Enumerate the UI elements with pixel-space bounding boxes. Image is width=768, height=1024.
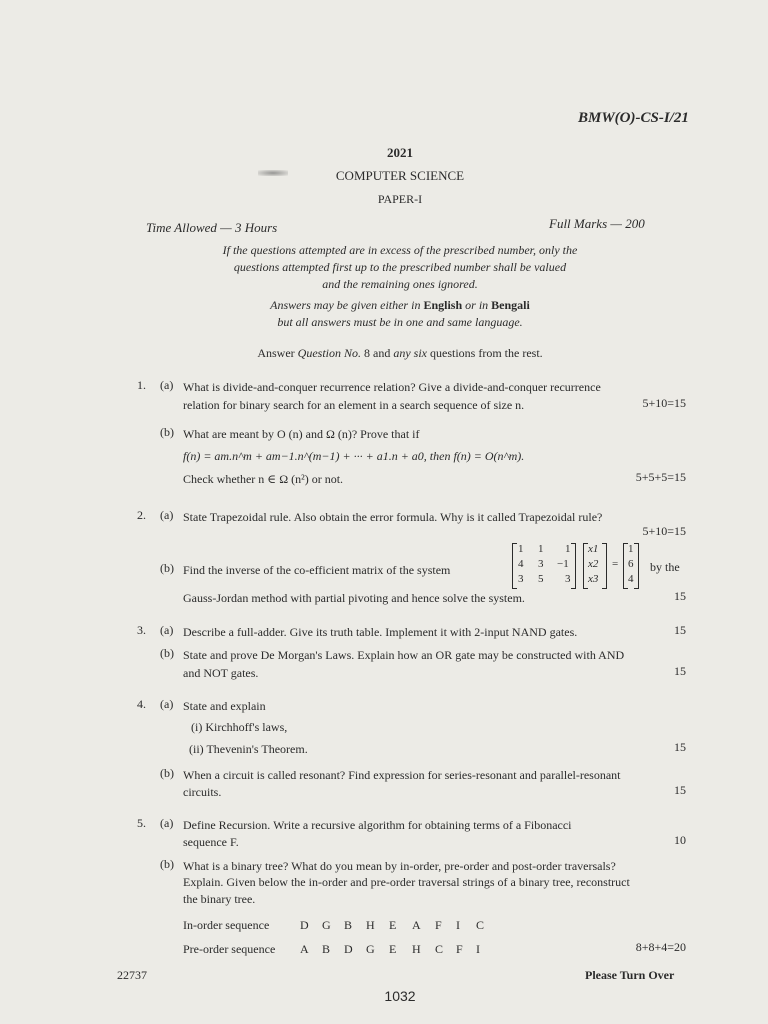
question-text: sequence F. [183, 835, 239, 849]
question-text: What are meant by O (n) and Ω (n)? Prove that if [183, 427, 420, 441]
subject-title: COMPUTER SCIENCE [335, 168, 465, 183]
full-marks: Full Marks — 200 [549, 216, 645, 231]
instruction-line: questions attempted first up to the prescribed number shall be valued [233, 260, 567, 274]
matrix-cell: 1 [538, 543, 544, 555]
question-text: Describe a full-adder. Give its truth table. Implement it with 2-input NAND gates. [183, 625, 578, 639]
inorder-node: D [300, 918, 309, 932]
marks: 5+5+5=15 [635, 470, 686, 484]
exam-year: 2021 [387, 145, 413, 160]
preorder-node: A [300, 942, 309, 956]
question-text: What is a binary tree? What do you mean by in-order, pre-order and post-order traversals? [183, 859, 616, 873]
time-allowed: Time Allowed — 3 Hours [146, 220, 278, 235]
preorder-node: G [366, 942, 375, 956]
preorder-node: D [344, 942, 353, 956]
inorder-node: A [412, 918, 421, 932]
matrix-cell: −1 [557, 558, 569, 570]
part-label: (a) [160, 508, 174, 522]
vector-bracket-right [602, 543, 607, 589]
question-text: by the [650, 560, 680, 574]
inorder-node: E [389, 918, 397, 932]
marks: 5+10=15 [642, 396, 686, 410]
question-text: relation for binary search for an element in a search sequence of size n. [183, 398, 525, 412]
question-text: Gauss-Jordan method with partial pivoting and hence solve the system. [183, 591, 525, 605]
matrix-cell: 1 [565, 543, 571, 555]
matrix-bracket-left [512, 543, 517, 589]
preorder-label: Pre-order sequence [183, 942, 276, 956]
answer-text: any six [393, 346, 427, 360]
matrix-cell: 5 [538, 573, 544, 585]
instruction-line: If the questions attempted are in excess of the prescribed number, only the [222, 243, 578, 257]
answer-instruction [0, 346, 768, 361]
matrix-cell: 3 [565, 573, 571, 585]
lang-text: Answers may be given either in [270, 298, 424, 312]
rhs-cell: 1 [628, 543, 634, 555]
question-text: When a circuit is called resonant? Find expression for series-resonant and parallel-resonant [183, 768, 621, 782]
inorder-node: G [322, 918, 331, 932]
part-label: (b) [160, 425, 174, 439]
language-instruction [0, 297, 768, 313]
question-text: circuits. [183, 785, 222, 799]
part-label: (b) [160, 766, 174, 780]
question-number: 3. [137, 623, 146, 637]
marks: 15 [674, 740, 686, 754]
inorder-label: In-order sequence [183, 918, 270, 932]
matrix-cell: 4 [518, 558, 524, 570]
rhs-bracket-right [634, 543, 639, 589]
inorder-node: B [344, 918, 353, 932]
part-label: (a) [160, 816, 174, 830]
answer-text: 8 and [361, 346, 394, 360]
paper-code: BMW(O)-CS-I/21 [578, 110, 689, 126]
instruction-line: and the remaining ones ignored. [322, 277, 478, 291]
question-number: 1. [137, 378, 146, 392]
rhs-cell: 6 [628, 558, 634, 570]
marks: 15 [674, 589, 686, 603]
preorder-node: B [322, 942, 331, 956]
question-text: State and prove De Morgan's Laws. Explain how an OR gate may be constructed with AND [183, 648, 625, 662]
part-label: (a) [160, 378, 174, 392]
please-turn-over: Please Turn Over [585, 968, 675, 982]
formula: f(n) = am.n^m + am−1.n^(m−1) + ··· + a1.n + a0, then f(n) = O(n^m). [183, 449, 525, 463]
marks: 5+10=15 [642, 524, 686, 538]
question-text: and NOT gates. [183, 666, 259, 680]
part-label: (b) [160, 857, 174, 871]
question-text: What is divide-and-conquer recurrence relation? Give a divide-and-conquer recurrence [183, 380, 601, 394]
part-label: (b) [160, 646, 174, 660]
question-text: the binary tree. [183, 892, 256, 906]
marks: 15 [674, 623, 686, 637]
sub-item: (ii) Thevenin's Theorem. [189, 742, 308, 756]
question-text: State and explain [183, 699, 266, 713]
sub-item: (i) Kirchhoff's laws, [191, 720, 288, 734]
marks: 15 [674, 664, 686, 678]
question-text: State Trapezoidal rule. Also obtain the error formula. Why is it called Trapezoidal rule? [183, 510, 603, 524]
matrix-cell: 3 [518, 573, 524, 585]
marks: 10 [674, 833, 686, 847]
lang-english: English [423, 298, 463, 312]
preorder-node: H [412, 942, 421, 956]
page-number: 1032 [384, 988, 416, 1004]
part-label: (a) [160, 623, 174, 637]
inorder-node: I [456, 918, 460, 932]
answer-text: questions from the rest. [427, 346, 543, 360]
question-text: Check whether n ∈ Ω (n²) or not. [183, 472, 344, 486]
matrix-cell: 3 [538, 558, 544, 570]
inorder-node: H [366, 918, 375, 932]
footer-code: 22737 [117, 968, 147, 982]
preorder-node: C [435, 942, 444, 956]
rhs-cell: 4 [628, 573, 634, 585]
matrix-bracket-right [571, 543, 576, 589]
inorder-node: C [476, 918, 485, 932]
matrix-cell: 1 [518, 543, 524, 555]
inorder-node: F [435, 918, 442, 932]
instruction-line: but all answers must be in one and same language. [277, 315, 523, 329]
lang-text: or in [462, 298, 492, 312]
lang-bengali: Bengali [491, 298, 530, 312]
vector-cell: x1 [588, 543, 599, 555]
preorder-node: F [456, 942, 463, 956]
part-label: (a) [160, 697, 174, 711]
question-number: 4. [137, 697, 146, 711]
marks: 8+8+4=20 [635, 940, 686, 954]
answer-text: Answer [257, 346, 298, 360]
preorder-node: E [389, 942, 397, 956]
part-label: (b) [160, 561, 174, 575]
equals-sign: = [612, 558, 619, 570]
preorder-node: I [476, 942, 480, 956]
question-text: Define Recursion. Write a recursive algorithm for obtaining terms of a Fibonacci [183, 818, 572, 832]
answer-text: Question No. [297, 346, 362, 360]
vector-cell: x2 [588, 558, 599, 570]
paper-label: PAPER-I [377, 192, 423, 206]
question-text: Explain. Given below the in-order and pre-order traversal strings of a binary tree, reconstruct [183, 875, 630, 889]
question-text: Find the inverse of the co-efficient matrix of the system [183, 563, 451, 577]
vector-cell: x3 [588, 573, 599, 585]
marks: 15 [674, 783, 686, 797]
question-number: 2. [137, 508, 146, 522]
question-number: 5. [137, 816, 146, 830]
